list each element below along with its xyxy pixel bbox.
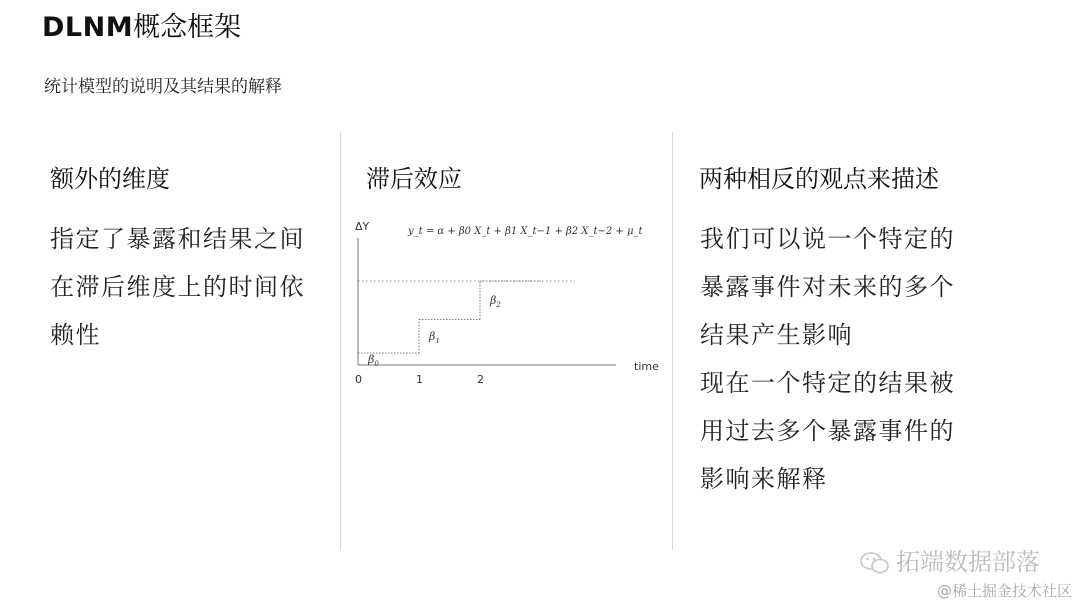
column-3-line: 结果产生影响 [700, 321, 853, 349]
column-1-line: 赖性 [50, 321, 101, 349]
model-equation: y_t = α + β0 X_t + β1 X_t−1 + β2 X_t−2 + μ_t [408, 226, 643, 237]
wechat-icon [860, 551, 890, 575]
x-tick-label: 1 [416, 373, 423, 385]
column-3-body [700, 215, 955, 503]
title-chinese: 概念框架 [133, 12, 242, 43]
column-2-heading: 滞后效应 [366, 165, 462, 193]
column-divider-2 [672, 132, 673, 550]
column-3-line: 我们可以说一个特定的 [700, 225, 955, 253]
column-1-line: 在滞后维度上的时间依 [50, 273, 305, 301]
column-3-line: 用过去多个暴露事件的 [700, 417, 955, 445]
page-subtitle: 统计模型的说明及其结果的解释 [44, 77, 282, 97]
step-label: $\beta_2$ [490, 294, 501, 310]
brand-name: 拓端数据部落 [896, 548, 1040, 576]
column-3-line: 暴露事件对未来的多个 [700, 273, 955, 301]
column-3-heading: 两种相反的观点来描述 [699, 165, 939, 193]
column-1-heading: 额外的维度 [50, 165, 170, 193]
step-label: $\beta_1$ [429, 330, 440, 346]
x-tick-label: 0 [355, 373, 362, 385]
column-3-line: 影响来解释 [700, 465, 828, 493]
column-3-line: 现在一个特定的结果被 [700, 369, 955, 397]
x-axis-label: time [634, 360, 659, 373]
footer-watermark: @稀土掘金技术社区 [936, 582, 1072, 600]
lag-effect-chart [340, 210, 670, 385]
brand-watermark [860, 542, 1040, 577]
x-tick-label: 2 [477, 373, 484, 385]
page-title [42, 10, 241, 46]
column-1-body [50, 215, 305, 359]
title-latin: DLNM [42, 12, 134, 43]
step-label: $\beta_0$ [368, 353, 379, 368]
y-axis-label: ΔY [355, 220, 370, 233]
column-1-line: 指定了暴露和结果之间 [50, 225, 305, 253]
